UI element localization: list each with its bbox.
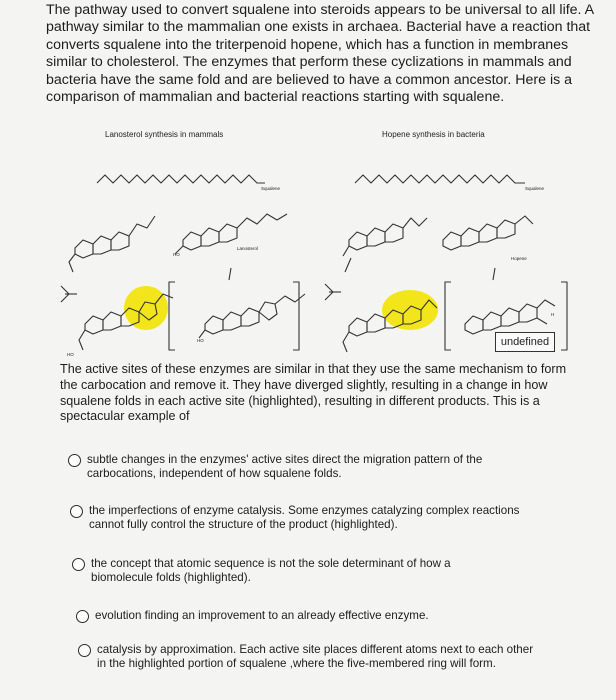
hopene-panel-title: Hopene synthesis in bacteria — [382, 130, 485, 139]
option-imperfections[interactable] — [70, 504, 530, 532]
reaction-scheme-drawing — [55, 128, 575, 360]
undefined-tag: undefined — [495, 332, 555, 352]
radio-button[interactable] — [76, 610, 89, 623]
hopene-product — [465, 300, 555, 334]
ho-label-2: HO — [67, 352, 74, 357]
squalene-chain-right — [355, 175, 525, 183]
lanosterol-label: Lanosterol — [237, 246, 259, 251]
option-label: the imperfections of enzyme catalysis. Some enzymes catalyzing complex reactions cannot fully control the structure of the product (highlighted). — [89, 504, 520, 532]
folded-squalene-right-2 — [443, 216, 533, 250]
folded-squalene-left-1 — [69, 216, 155, 272]
intro-paragraph: The pathway used to convert squalene into steroids appears to be universal to all life. A pathway similar to the mammalian one exists in archaea. Bacterial have a reaction that converts squalene into the triterpenoid hopene, which has a function in membranes similar to cholesterol. The enzymes that perform these cyclizations in mammals and bacteria have the same fold and are believed to have a common ancestor. Here is a comparison of mammalian and bacterial reactions starting with squalene. — [46, 2, 594, 106]
squalene-label-left: Squalene — [261, 186, 281, 191]
highlight-lanosterol-fold — [124, 286, 168, 330]
bracket-left-open — [169, 282, 175, 350]
squalene-label-right: Squalene — [525, 186, 545, 191]
hopene-label: Hopene — [511, 256, 527, 261]
radio-button[interactable] — [72, 558, 85, 571]
lanosterol-product — [199, 294, 305, 338]
option-catalysis-approximation[interactable] — [78, 643, 538, 671]
arrow-down-right — [493, 268, 495, 280]
option-evolution[interactable] — [76, 609, 516, 623]
squalene-chain-left — [97, 175, 265, 183]
ho-label-1: HO — [173, 252, 180, 257]
radio-button[interactable] — [70, 505, 83, 518]
h-label: H — [551, 312, 555, 317]
option-label: the concept that atomic sequence is not the sole determinant of how a biomolecule folds (highlighted). — [91, 557, 451, 585]
arrow-down-mid-right — [345, 258, 351, 272]
ho-label-3: HO — [197, 338, 204, 343]
option-label: subtle changes in the enzymes' active sites direct the migration pattern of the carbocations, independent of how squalene folds. — [87, 453, 483, 481]
folded-squalene-right-1 — [343, 218, 427, 256]
bracket-right-close — [561, 282, 567, 350]
option-atomic-sequence[interactable] — [72, 557, 502, 585]
folded-squalene-left-2 — [175, 214, 287, 254]
bracket-left-close — [293, 282, 299, 350]
radio-button[interactable] — [78, 644, 91, 657]
option-label: catalysis by approximation. Each active site places different atoms next to each other in the highlighted portion of squalene ,where the five-membered ring will form. — [97, 643, 534, 671]
option-subtle-changes[interactable] — [68, 453, 548, 481]
reaction-figure — [55, 128, 575, 360]
radio-button[interactable] — [68, 454, 81, 467]
option-label: evolution finding an improvement to an already effective enzyme. — [95, 609, 429, 622]
lanosterol-panel-title: Lanosterol synthesis in mammals — [105, 130, 224, 139]
arrow-down-left — [229, 268, 231, 280]
question-text: The active sites of these enzymes are similar in that they use the same mechanism to form the carbocation and remove it. They have diverged slightly, resulting in a change in how squalene folds in each active site (highlighted), resulting in different products. This is a spectacular example of — [60, 362, 567, 424]
bracket-right-open — [445, 282, 451, 350]
